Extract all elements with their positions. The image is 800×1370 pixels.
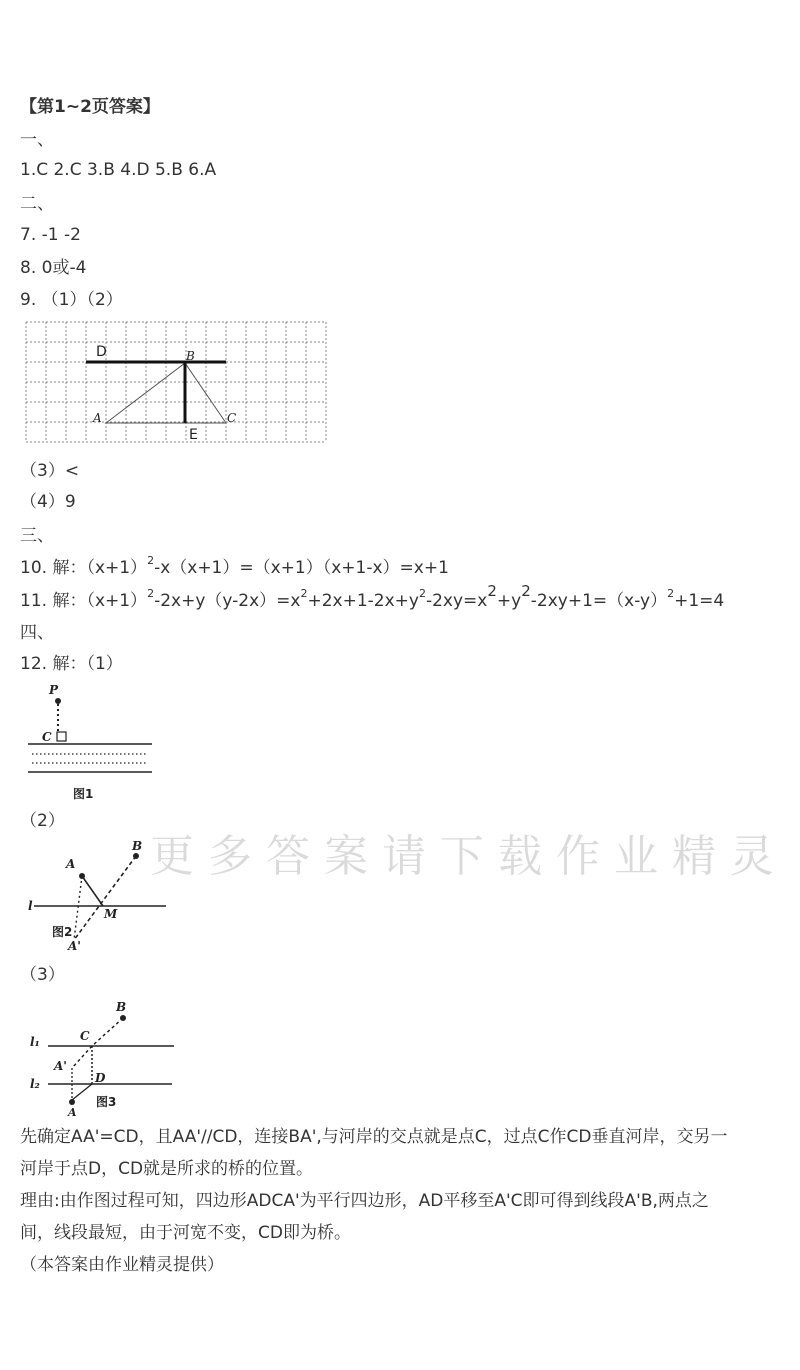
section3-title: 三、 bbox=[20, 526, 54, 546]
fig2-label-b: B bbox=[132, 839, 143, 853]
fig3-label-d: D bbox=[95, 1071, 106, 1085]
fig3-label-a-prime: A' bbox=[54, 1059, 67, 1073]
label-c: C bbox=[227, 411, 237, 425]
fig3-line-ca-prime bbox=[72, 1046, 92, 1068]
fig2-label-a-prime: A' bbox=[68, 939, 81, 953]
fig2-line-ba-prime bbox=[74, 856, 136, 940]
fig1-right-angle bbox=[57, 732, 66, 741]
fig3-label-l2: l₂ bbox=[30, 1077, 40, 1091]
fig3-label-l1: l₁ bbox=[30, 1035, 40, 1049]
page-header: 【第1~2页答案】 bbox=[20, 97, 160, 117]
q8-answer: 8. 0或-4 bbox=[20, 258, 87, 278]
fig3-label-b: B bbox=[116, 1000, 127, 1014]
watermark: 更多答案请下载作业精灵 bbox=[150, 831, 788, 882]
grid-lines bbox=[26, 322, 326, 442]
fig2-label-l: l bbox=[28, 899, 33, 913]
q9-grid-figure bbox=[24, 320, 328, 446]
label-a: A bbox=[93, 411, 102, 425]
explanation-line-1: 先确定AA'=CD，且AA'//CD，连接BA',与河岸的交点就是点C，过点C作CD垂直河岸，交另一 bbox=[20, 1127, 728, 1147]
figure-3 bbox=[24, 996, 184, 1118]
fig1-point-p bbox=[55, 698, 61, 704]
label-e: E bbox=[189, 427, 198, 443]
fig3-point-a bbox=[69, 1099, 75, 1105]
fig3-label-a: A bbox=[68, 1106, 77, 1118]
label-d: D bbox=[96, 344, 107, 360]
fig3-caption: 图3 bbox=[96, 1095, 117, 1109]
fig2-caption: 图2 bbox=[52, 925, 73, 939]
label-b: B bbox=[186, 349, 195, 363]
fig1-label-p: P bbox=[49, 683, 59, 697]
section4-title: 四、 bbox=[20, 623, 54, 643]
explanation-line-2: 河岸于点D，CD就是所求的桥的位置。 bbox=[20, 1159, 314, 1179]
fig3-line-bc bbox=[92, 1018, 123, 1046]
reason-line-2: 间，线段最短，由于河宽不变，CD即为桥。 bbox=[20, 1223, 351, 1243]
fig2-label-a: A bbox=[66, 857, 76, 871]
section1-title: 一、 bbox=[20, 130, 54, 150]
figure-1 bbox=[24, 682, 158, 804]
fig1-caption: 图1 bbox=[73, 787, 94, 801]
reason-line-1: 理由:由作图过程可知，四边形ADCA'为平行四边形，AD平移至A'C即可得到线段A'B,两点之 bbox=[20, 1191, 709, 1211]
q9-part4: （4）9 bbox=[20, 492, 76, 512]
q10-solution: 10. 解：$(x+1)^2-x(x+1)=(x+1)(x+1-x)=x+1$ bbox=[20, 554, 449, 578]
q12-part3-heading: （3） bbox=[20, 965, 65, 985]
fig2-line-am bbox=[82, 876, 103, 906]
q9-answer: 9. （1）（2） bbox=[20, 290, 123, 310]
q11-solution: 11. 解：$(x+1)^2-2x+y(y-2x)=x^2+2x+1-2x+y^2-2xy=x^2+y^2-2xy+1=(x-y)^2+1=4$ bbox=[20, 582, 725, 611]
fig2-label-m: M bbox=[104, 907, 118, 921]
fig3-label-c: C bbox=[80, 1029, 90, 1043]
section2-title: 二、 bbox=[20, 194, 54, 214]
fig1-label-c: C bbox=[42, 730, 52, 744]
q9-part3: （3）< bbox=[20, 461, 80, 481]
q7-answer: 7. -1 -2 bbox=[20, 225, 81, 245]
fig3-line-ad bbox=[72, 1084, 92, 1100]
q12-part1-heading: 12. 解：（1） bbox=[20, 654, 123, 674]
q12-part2-heading: （2） bbox=[20, 811, 65, 831]
answer-source: （本答案由作业精灵提供） bbox=[20, 1255, 224, 1275]
section1-answers: 1.C 2.C 3.B 4.D 5.B 6.A bbox=[20, 160, 217, 180]
